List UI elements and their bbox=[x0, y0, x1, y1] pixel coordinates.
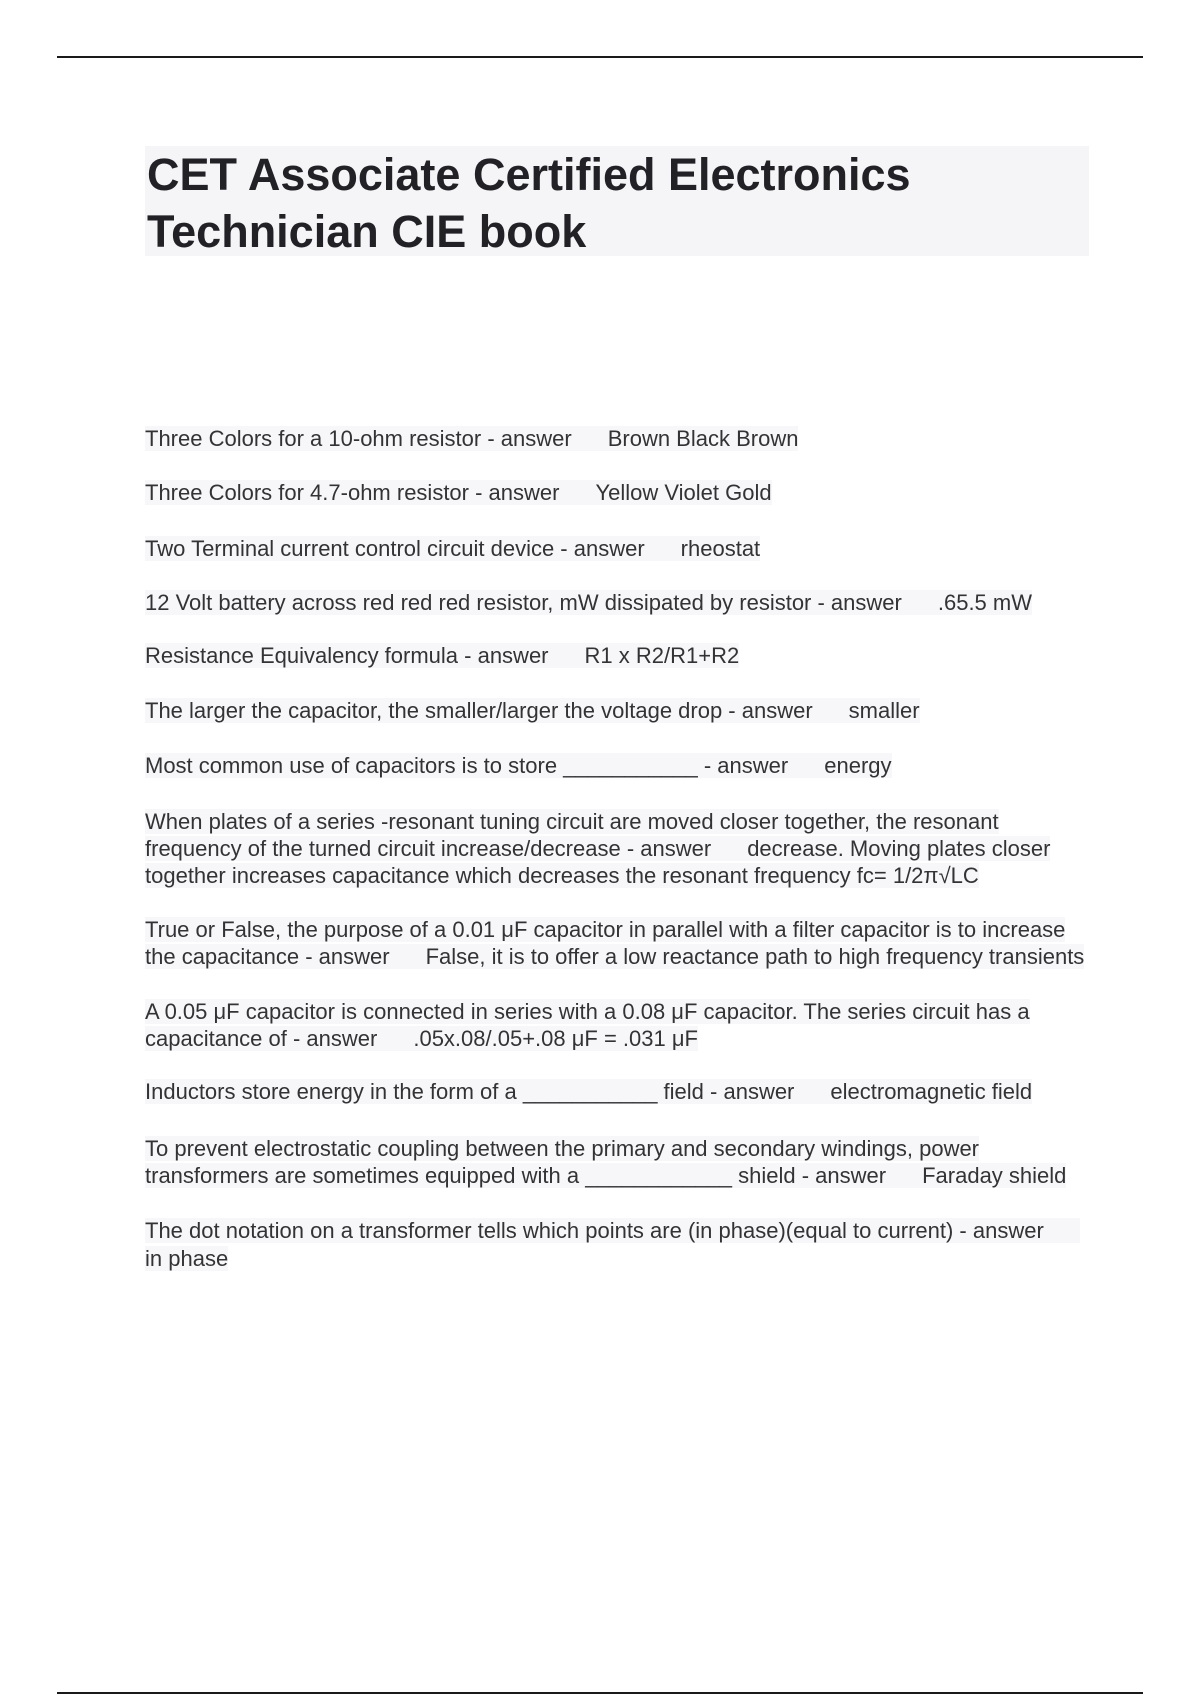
qa-item bbox=[145, 998, 1095, 1052]
qa-item bbox=[145, 752, 1095, 780]
answer-text: R1 x R2/R1+R2 bbox=[584, 643, 740, 668]
qa-item bbox=[145, 425, 1095, 453]
answer-text: Faraday shield bbox=[922, 1163, 1067, 1188]
document-title: CET Associate Certified Electronics Technician CIE book bbox=[147, 149, 911, 257]
answer-text: rheostat bbox=[680, 536, 761, 561]
answer-text: .65.5 mW bbox=[937, 590, 1032, 615]
qa-item bbox=[145, 535, 1095, 563]
title-block bbox=[145, 146, 1089, 256]
qa-item bbox=[145, 590, 1095, 616]
question-text: Three Colors for 4.7-ohm resistor - answer bbox=[145, 480, 560, 505]
answer-text: Yellow Violet Gold bbox=[595, 480, 772, 505]
question-text: 12 Volt battery across red red red resistor, mW dissipated by resistor - answer bbox=[145, 590, 902, 615]
question-text: Inductors store energy in the form of a ___________ field - answer bbox=[145, 1079, 795, 1104]
qa-item bbox=[145, 916, 1095, 970]
answer-text: electromagnetic field bbox=[830, 1079, 1033, 1104]
answer-text: in phase bbox=[145, 1246, 229, 1271]
qa-item bbox=[145, 1217, 1095, 1273]
top-divider bbox=[57, 56, 1143, 58]
answer-text: decrease. Moving plates closer together increases capacitance which decreases the resonant frequency fc= 1/2π√LC bbox=[145, 836, 1051, 888]
qa-item bbox=[145, 808, 1095, 889]
answer-text: Brown Black Brown bbox=[607, 426, 799, 451]
question-text: To prevent electrostatic coupling between the primary and secondary windings, power transformers are sometimes equipped with a ____________ shield - answer bbox=[145, 1136, 980, 1188]
answer-text: energy bbox=[824, 753, 892, 778]
bottom-divider bbox=[57, 1692, 1143, 1694]
answer-text: smaller bbox=[848, 698, 920, 723]
question-text: Most common use of capacitors is to store ___________ - answer bbox=[145, 753, 789, 778]
question-text: The dot notation on a transformer tells which points are (in phase)(equal to current) - answer bbox=[145, 1218, 1044, 1243]
question-text: When plates of a series -resonant tuning circuit are moved closer together, the resonant frequency of the turned circuit increase/decrease - answer bbox=[145, 809, 999, 861]
qa-item bbox=[145, 479, 1095, 507]
question-text: The larger the capacitor, the smaller/larger the voltage drop - answer bbox=[145, 698, 813, 723]
qa-item bbox=[145, 1078, 1095, 1106]
qa-item bbox=[145, 642, 1095, 670]
question-text: A 0.05 μF capacitor is connected in series with a 0.08 μF capacitor. The series circuit has a capacitance of - answer bbox=[145, 999, 1030, 1051]
answer-text: False, it is to offer a low reactance path to high frequency transients bbox=[425, 944, 1085, 969]
question-text: Three Colors for a 10-ohm resistor - answer bbox=[145, 426, 572, 451]
question-text: True or False, the purpose of a 0.01 μF capacitor in parallel with a filter capacitor is to increase the capacitance - answer bbox=[145, 917, 1066, 969]
qa-item bbox=[145, 697, 1095, 725]
question-text: Resistance Equivalency formula - answer bbox=[145, 643, 549, 668]
question-text: Two Terminal current control circuit device - answer bbox=[145, 536, 645, 561]
qa-item bbox=[145, 1135, 1095, 1189]
qa-list bbox=[145, 425, 1095, 1273]
answer-text: .05x.08/.05+.08 μF = .031 μF bbox=[413, 1026, 698, 1051]
